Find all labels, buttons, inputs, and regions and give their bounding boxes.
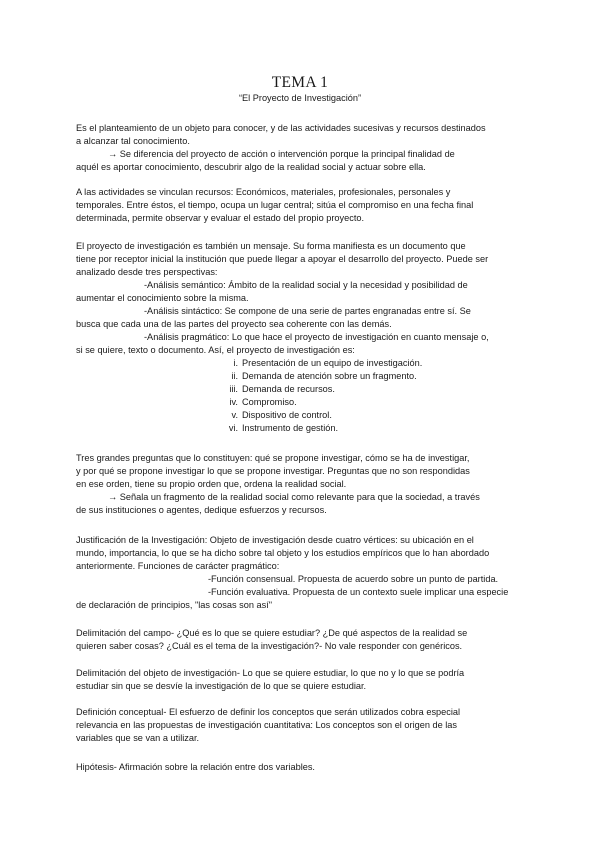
text-line: Delimitación del objeto de investigación- Lo que se quiere estudiar, lo que no y lo que se podría: [76, 668, 465, 678]
page-subtitle: “El Proyecto de Investigación”: [238, 93, 362, 103]
text-line: de declaración de principios, "las cosas son así": [76, 600, 272, 610]
text-line: El proyecto de investigación es también un mensaje. Su forma manifiesta es un documento que: [76, 241, 466, 251]
text-line: aumentar el conocimiento sobre la misma.: [76, 293, 249, 303]
list-item: [76, 370, 528, 383]
list-text: Presentación de un equipo de investigación.: [242, 358, 423, 368]
list-text: Instrumento de gestión.: [242, 423, 339, 433]
text-line: mundo, importancia, lo que se ha dicho sobre tal objeto y los estudios empíricos que lo han abordado: [76, 548, 490, 558]
text-line: -Análisis sintáctico: Se compone de una serie de partes engranadas entre sí. Se: [144, 306, 471, 316]
text-line: variables que se van a utilizar.: [76, 733, 200, 743]
list-text: Compromiso.: [242, 397, 297, 407]
list-number: ii.: [231, 371, 238, 381]
text-line: analizado desde tres perspectivas:: [76, 267, 218, 277]
paragraph-object: [76, 667, 528, 693]
roman-list: [76, 357, 528, 435]
list-number: iv.: [229, 397, 238, 407]
text-line: -Función consensual. Propuesta de acuerdo sobre un punto de partida.: [208, 574, 499, 584]
list-number: vi.: [228, 423, 238, 433]
paragraph-message: [76, 240, 528, 435]
page-title: TEMA 1: [271, 74, 329, 91]
text-line: Delimitación del campo- ¿Qué es lo que se quiere estudiar? ¿De qué aspectos de la realidad se: [76, 628, 468, 638]
list-item: [76, 409, 528, 422]
list-number: v.: [231, 410, 238, 420]
paragraph-justification: [76, 534, 528, 612]
text-line: → Se diferencia del proyecto de acción o intervención porque la principal finalidad de: [108, 149, 455, 159]
list-number: i.: [233, 358, 238, 368]
text-line: si se quiere, texto o documento. Así, el proyecto de investigación es:: [76, 345, 355, 355]
text-line: Justificación de la Investigación: Objeto de investigación desde cuatro vértices: su ubicación en el: [76, 535, 474, 545]
text-line: -Función evaluativa. Propuesta de un contexto suele implicar una especie: [208, 587, 509, 597]
text-line: quieren saber cosas? ¿Cuál es el tema de la investigación?- No vale responder con genéricos.: [76, 641, 463, 651]
list-item: [76, 383, 528, 396]
text-line: → Señala un fragmento de la realidad social como relevante para que la sociedad, a través: [108, 492, 480, 502]
text-line: de sus instituciones o agentes, dedique esfuerzos y recursos.: [76, 505, 327, 515]
paragraph-field: [76, 627, 528, 653]
paragraph-concepts: [76, 706, 528, 745]
text-line: y por qué se propone investigar lo que se propone investigar. Preguntas que no son respondidas: [76, 466, 470, 476]
list-text: Demanda de recursos.: [242, 384, 335, 394]
text-line: Es el planteamiento de un objeto para conocer, y de las actividades sucesivas y recursos destinados: [76, 123, 486, 133]
text-line: en ese orden, tiene su propio orden que, ordena la realidad social.: [76, 479, 347, 489]
list-number: iii.: [229, 384, 238, 394]
list-text: Dispositivo de control.: [242, 410, 332, 420]
text-line: anteriormente. Funciones de carácter pragmático:: [76, 561, 280, 571]
text-line: -Análisis semántico: Ámbito de la realidad social y la necesidad y posibilidad de: [144, 280, 468, 290]
list-text: Demanda de atención sobre un fragmento.: [242, 371, 417, 381]
paragraph-definition: [76, 122, 528, 174]
paragraph-resources: [76, 186, 528, 225]
text-line: a alcanzar tal conocimiento.: [76, 136, 190, 146]
text-line: -Análisis pragmático: Lo que hace el proyecto de investigación en cuanto mensaje o,: [144, 332, 489, 342]
text-line: A las actividades se vinculan recursos: Económicos, materiales, profesionales, personales y: [76, 187, 451, 197]
list-item: [76, 357, 528, 370]
text-line: Hipótesis- Afirmación sobre la relación entre dos variables.: [76, 762, 315, 772]
text-line: tiene por receptor inicial la institución que puede llegar a apoyar el desarrollo del proyecto. Puede ser: [76, 254, 489, 264]
text-line: Definición conceptual- El esfuerzo de definir los conceptos que serán utilizados cobra especial: [76, 707, 461, 717]
text-line: determinada, permite observar y evaluar el estado del propio proyecto.: [76, 213, 365, 223]
list-item: [76, 422, 528, 435]
text-line: relevancia en las propuestas de investigación cuantitativa: Los conceptos son el origen de las: [76, 720, 458, 730]
text-line: busca que cada una de las partes del proyecto sea coherente con las demás.: [76, 319, 392, 329]
text-line: temporales. Entre éstos, el tiempo, ocupa un lugar central; sitúa el compromiso en una fecha final: [76, 200, 474, 210]
text-line: estudiar sin que se desvíe la investigación de lo que se quiere estudiar.: [76, 681, 367, 691]
paragraph-hypothesis: [76, 761, 528, 774]
paragraph-questions: [76, 452, 528, 517]
text-line: Tres grandes preguntas que lo constituyen: qué se propone investigar, cómo se ha de investigar,: [76, 453, 470, 463]
list-item: [76, 396, 528, 409]
text-line: aquél es aportar conocimiento, descubrir algo de la realidad social y actuar sobre ella.: [76, 162, 426, 172]
